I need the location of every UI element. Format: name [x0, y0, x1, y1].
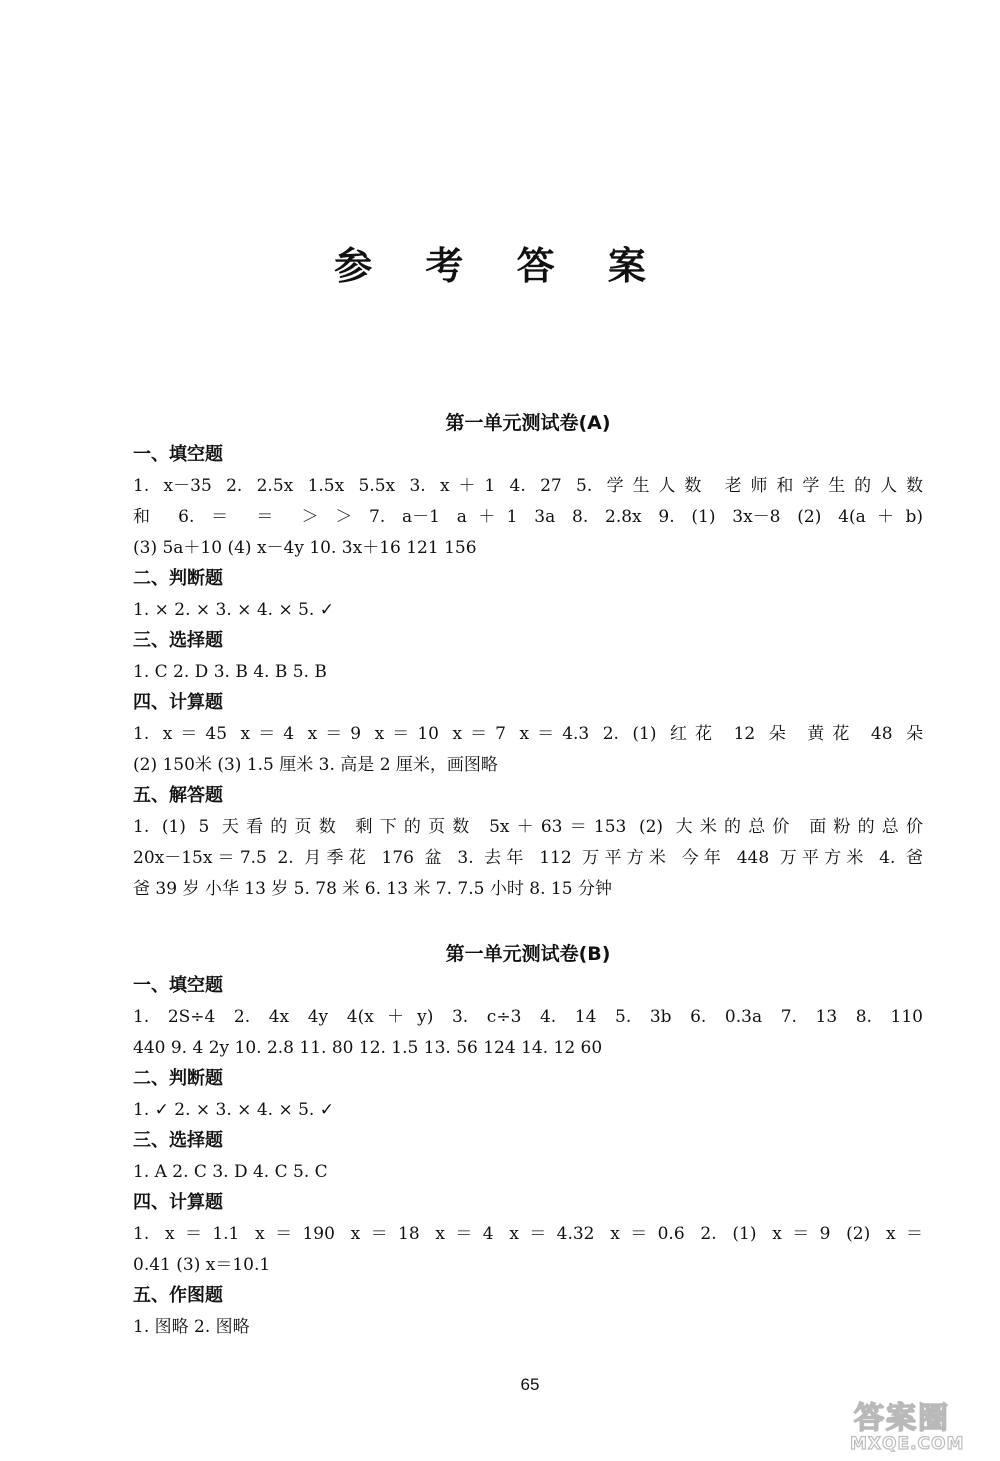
heading-calculation-b: 四、计算题	[133, 1192, 223, 1213]
answer-line: 1. (1) 5 天看的页数 剩下的页数 5x＋63＝153 (2) 大米的总价 面粉的总价	[133, 817, 923, 837]
answer-line: (3) 5a＋10 (4) x－4y 10. 3x＋16 121 156	[133, 538, 477, 558]
answer-line: 0.41 (3) x＝10.1	[133, 1255, 271, 1275]
heading-answers-a: 五、解答题	[133, 785, 223, 806]
answer-line: 1. 图略 2. 图略	[133, 1317, 250, 1337]
answer-line: 440 9. 4 2y 10. 2.8 11. 80 12. 1.5 13. 56 124 14. 12 60	[133, 1038, 603, 1058]
answer-line: 1. x＝45 x＝4 x＝9 x＝10 x＝7 x＝4.3 2. (1) 红花 12 朵 黄花 48 朵	[133, 724, 923, 744]
answer-line: 1. x－35 2. 2.5x 1.5x 5.5x 3. x＋1 4. 27 5. 学生人数 老师和学生的人数	[133, 476, 923, 496]
heading-true-false-a: 二、判断题	[133, 568, 223, 589]
svg-text:MXQE.COM: MXQE.COM	[850, 1434, 965, 1454]
answer-line: 1. ✓ 2. × 3. × 4. × 5. ✓	[133, 1100, 334, 1120]
answer-line: (2) 150米 (3) 1.5 厘米 3. 高是 2 厘米，画图略	[133, 755, 498, 775]
section-title-b: 第一单元测试卷(B)	[445, 943, 611, 965]
answer-line: 1. × 2. × 3. × 4. × 5. ✓	[133, 600, 334, 620]
heading-true-false-b: 二、判断题	[133, 1068, 223, 1089]
answer-line: 1. x＝1.1 x＝190 x＝18 x＝4 x＝4.32 x＝0.6 2. (1) x＝9 (2) x＝	[133, 1224, 923, 1244]
answer-line: 和 6. ＝ ＝ ＞ ＞ 7. a－1 a＋1 3a 8. 2.8x 9. (1) 3x－8 (2) 4(a＋b)	[133, 507, 923, 527]
watermark-logo	[848, 1394, 988, 1454]
heading-drawing-b: 五、作图题	[133, 1285, 223, 1306]
page-number: 65	[520, 1375, 540, 1394]
svg-text:答案圈: 答案圈	[854, 1401, 950, 1436]
section-title-a: 第一单元测试卷(A)	[445, 412, 611, 434]
heading-fill-blank-b: 一、填空题	[133, 975, 223, 996]
heading-calculation-a: 四、计算题	[133, 692, 223, 713]
answer-line: 1. 2S÷4 2. 4x 4y 4(x＋y) 3. c÷3 4. 14 5. 3b 6. 0.3a 7. 13 8. 110	[133, 1007, 923, 1027]
page-title: 参 考 答 案	[334, 244, 666, 288]
answer-line: 20x－15x＝7.5 2. 月季花 176 盆 3. 去年 112 万平方米 今年 448 万平方米 4. 爸	[133, 848, 923, 868]
heading-choice-b: 三、选择题	[133, 1130, 223, 1151]
answer-line: 爸 39 岁 小华 13 岁 5. 78 米 6. 13 米 7. 7.5 小时 8. 15 分钟	[133, 879, 612, 899]
answer-line: 1. C 2. D 3. B 4. B 5. B	[133, 662, 327, 682]
answer-line: 1. A 2. C 3. D 4. C 5. C	[133, 1162, 328, 1182]
heading-fill-blank-a: 一、填空题	[133, 444, 223, 465]
heading-choice-a: 三、选择题	[133, 630, 223, 651]
